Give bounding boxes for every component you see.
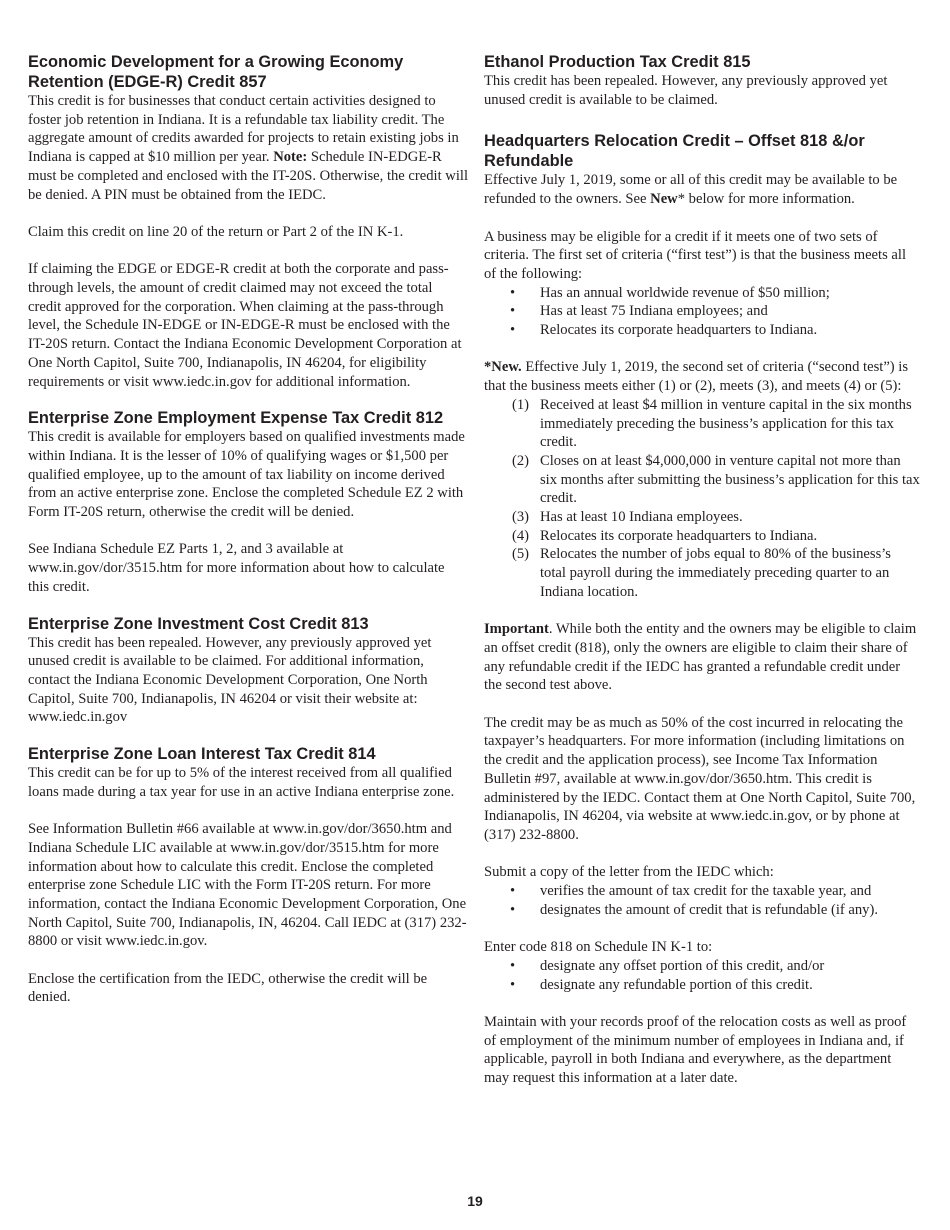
paragraph: Submit a copy of the letter from the IEDC which: <box>484 864 774 881</box>
paragraph: Important. While both the entity and the owners may be eligible to claim an offset credit (818), only the owners are eligible to claim their share of any refundable credit if the IEDC has granted a refundable credit under the second test above. <box>484 621 917 694</box>
right-column <box>484 52 920 1088</box>
section-heading: Enterprise Zone Employment Expense Tax Credit 812 <box>28 409 444 428</box>
list-item: • verifies the amount of tax credit for the taxable year, and <box>510 883 872 900</box>
paragraph: Claim this credit on line 20 of the return or Part 2 of the IN K-1. <box>28 223 404 240</box>
list-item: (1) Received at least $4 million in venture capital in the six months immediately preceding the business’s application for this tax credit. <box>512 396 912 451</box>
paragraph: Maintain with your records proof of the relocation costs as well as proof of employment of the minimum number of employees in Indiana and, if applicable, payroll in both Indiana and everywhere, as the department may request this information at a later date. <box>484 1013 907 1087</box>
paragraph: If claiming the EDGE or EDGE-R credit at both the corporate and pass-through levels, the amount of credit claimed may not exceed the total credit approved for the corporation. When claiming at the pass-through level, the Schedule IN-EDGE or IN-EDGE-R must be enclosed with the IT-20S return. Contact the Indiana Economic Development Corporation at One North Capitol, Suite 700, Indianapolis, IN 46204, for eligibility requirements or visit www.iedc.in.gov for additional information. <box>28 261 462 390</box>
section-heading: Enterprise Zone Investment Cost Credit 813 <box>28 614 369 633</box>
ez-investment-credit-section <box>28 614 468 728</box>
left-column <box>28 52 468 1007</box>
list-item: • designates the amount of credit that is refundable (if any). <box>510 901 878 918</box>
headquarters-relocation-credit-section <box>484 131 920 1087</box>
second-test-list <box>484 396 920 602</box>
paragraph: This credit is for businesses that conduct certain activities designed to foster job retention in Indiana. It is a refundable tax liability credit. The aggregate amount of credits awarded for projects to retain existing jobs in Indiana is capped at $10 million per year. Note: Schedule IN-EDGE-R must be completed and enclosed with the IT-20S. Otherwise, the credit will be denied. A PIN must be obtained from the IEDC. <box>28 93 469 203</box>
paragraph: Enter code 818 on Schedule IN K-1 to: <box>484 939 713 956</box>
paragraph: *New. Effective July 1, 2019, the second set of criteria (“second test”) is that the business meets either (1) or (2), meets (3), and meets (4) or (5): <box>484 359 909 395</box>
paragraph: This credit is available for employers based on qualified investments made within Indiana. It is the lesser of 10% of qualifying wages or $1,500 per qualified employee, up to the amount of tax liability on income derived from an active enterprise zone. Enclose the completed Schedule EZ 2 with Form IT-20S return, otherwise the credit will be denied. <box>28 429 465 521</box>
paragraph: This credit has been repealed. However, any previously approved yet unused credit is available to be claimed. <box>484 73 888 108</box>
list-item: • designate any offset portion of this credit, and/or <box>510 957 825 974</box>
paragraph: A business may be eligible for a credit if it meets one of two sets of criteria. The first set of criteria (“first test”) is that the business meets all of the following: <box>484 228 906 282</box>
list-item: • Has an annual worldwide revenue of $50 million; <box>510 284 830 301</box>
ez-loan-interest-credit-section <box>28 744 468 1007</box>
page-number: 19 <box>467 1193 483 1209</box>
paragraph: Effective July 1, 2019, some or all of this credit may be available to be refunded to the owners. See New* below for more information. <box>484 172 898 208</box>
section-heading: Economic Development for a Growing Economy Retention (EDGE-R) Credit 857 <box>28 53 404 91</box>
list-item: • Relocates its corporate headquarters to Indiana. <box>510 322 818 339</box>
paragraph: See Indiana Schedule EZ Parts 1, 2, and 3 available at www.in.gov/dor/3515.htm for more information about how to calculate this credit. <box>28 541 445 595</box>
list-item: (3) Has at least 10 Indiana employees. <box>512 509 743 526</box>
first-test-list <box>484 284 920 340</box>
list-item: • designate any refundable portion of this credit. <box>510 976 813 993</box>
paragraph: This credit has been repealed. However, any previously approved yet unused credit is available to be claimed. For additional information, contact the Indiana Economic Development Corporation, One North Capitol, Suite 700, Indianapolis, IN 46204 or visit their website at: www.iedc.in.gov <box>28 634 432 726</box>
k1-code-list <box>484 957 920 994</box>
edge-r-credit-section <box>28 52 468 391</box>
ez-employment-credit-section <box>28 408 468 596</box>
list-item: • Has at least 75 Indiana employees; and <box>510 303 768 320</box>
paragraph: See Information Bulletin #66 available at www.in.gov/dor/3650.htm and Indiana Schedule LIC available at www.in.gov/dor/3515.htm for more information about how to calculate this credit. Enclose the completed enterprise zone Schedule LIC with the Form IT-20S return. For more information, contact the Indiana Economic Development Corporation, One North Capitol, Suite 700, Indianapolis, IN, 46204. Call IEDC at (317) 232-8800 or visit www.iedc.in.gov. <box>28 821 467 950</box>
list-item: (2) Closes on at least $4,000,000 in venture capital not more than six months after submitting the business’s application for this tax credit. <box>512 452 920 507</box>
iedc-letter-list <box>484 882 920 919</box>
section-heading: Enterprise Zone Loan Interest Tax Credit 814 <box>28 745 376 764</box>
section-heading: Headquarters Relocation Credit – Offset 818 &/or Refundable <box>484 132 865 171</box>
list-item: (5) Relocates the number of jobs equal to 80% of the business’s total payroll during the immediately preceding quarter to an Indiana location. <box>512 546 891 600</box>
section-heading: Ethanol Production Tax Credit 815 <box>484 53 751 71</box>
ethanol-credit-section <box>484 52 920 109</box>
list-item: (4) Relocates its corporate headquarters to Indiana. <box>512 527 818 544</box>
paragraph: This credit can be for up to 5% of the interest received from all qualified loans made during a tax year for use in an active Indiana enterprise zone. <box>28 765 455 800</box>
paragraph: The credit may be as much as 50% of the cost incurred in relocating the taxpayer’s headquarters. For more information (including limitations on the credit and the application process), see Income Tax Information Bulletin #97, available at www.in.gov/dor/3650.htm. This credit is administered by the IEDC. Contact them at One North Capitol, Suite 700, Indianapolis, IN 46204, via website at www.iedc.in.gov, or by phone at (317) 232-8800. <box>484 714 916 843</box>
paragraph: Enclose the certification from the IEDC, otherwise the credit will be denied. <box>28 970 428 1006</box>
